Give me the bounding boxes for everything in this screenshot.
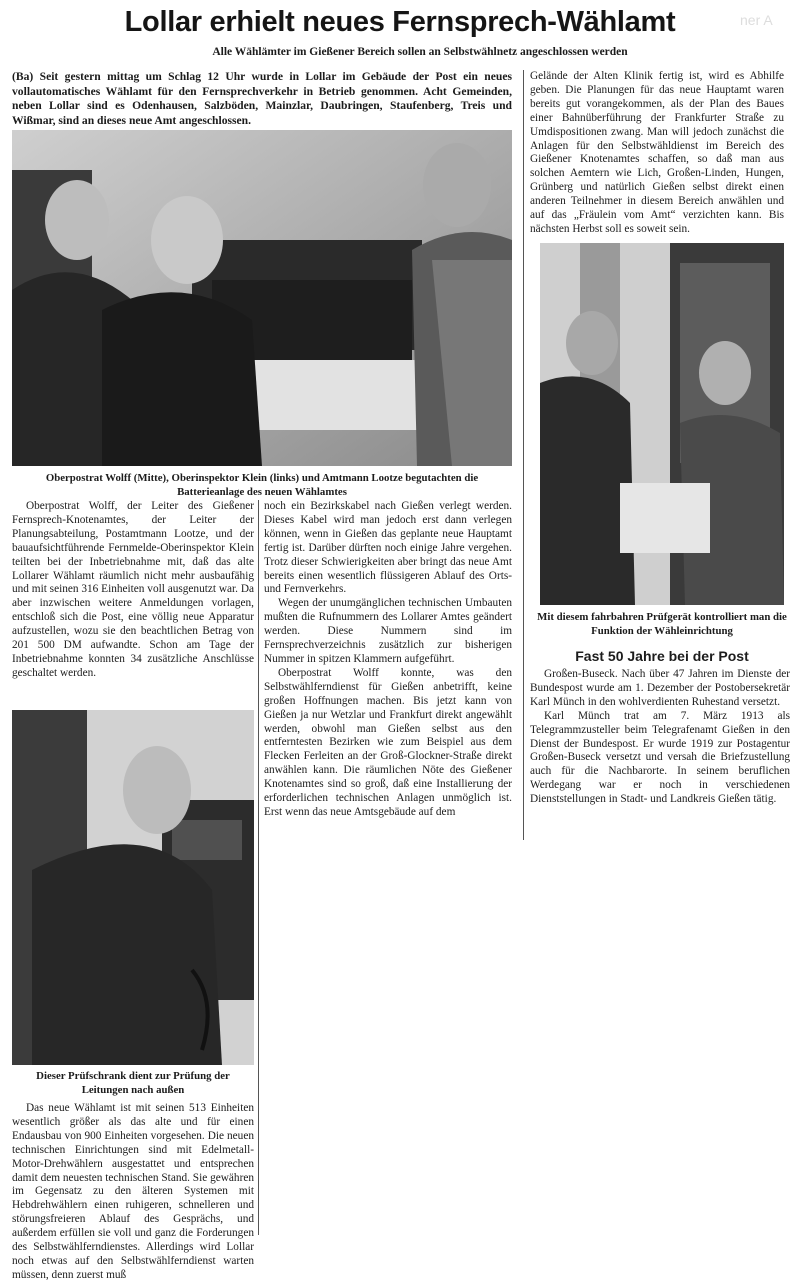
article2-text (530, 668, 790, 807)
headline: Lollar erhielt neues Fernsprech-Wählamt (124, 6, 676, 38)
margin-fragment: ner A (740, 12, 773, 28)
col1-paragraph2: Das neue Wählamt ist mit seinen 513 Einheiten wesentlich größer als das alte und für einen Endausbau von 900 Einheiten vorgesehen. Die neuen technischen Einrichtungen sind mit Edelmetall-Motor-Drehwählern ausgestattet und entsprechen damit dem neuesten technischen Stand. Sie gewähren im Gegensatz zu den älteren Systemen mit Hebdrehwählern einen ruhigeren, schnelleren und störungsfreieren Ablauf des Gesprächs, und außerdem erfüllen sie voll und ganz die Forderungen des Selbstwählferndienstes. Allerdings wird Lollar noch etwas auf den Selbstwählferndienst warten müssen, denn zuerst muß (12, 1102, 254, 1281)
column-rule (523, 70, 524, 840)
column2-text (264, 500, 512, 820)
subheadline: Alle Wählämter im Gießener Bereich sollen an Selbstwählnetz angeschlossen werden (212, 46, 628, 58)
battery-room-photo (12, 130, 512, 466)
photo2-caption: Mit diesem fahrbahren Prüfgerät kontrolliert man die Funktion der Wähleinrichtung (537, 611, 787, 637)
column1-text (12, 500, 254, 681)
article2-title: Fast 50 Jahre bei der Post (575, 648, 749, 664)
col2-paragraph2: Wegen der unumgänglichen technischen Umbauten mußten die Rufnummern des Lollarer Amtes geändert werden. Diese Nummern sind im Fernsprechverzeichnis zusätzlich zur bisherigen Nummer in spitzen Klammern aufgeführt. (264, 597, 512, 665)
column3-text (530, 70, 784, 237)
column1-lower-text (12, 1102, 254, 1283)
col1-paragraph1: Oberpostrat Wolff, der Leiter des Gießener Fernsprech-Knotenamtes, der Leiter der Planungsabteilung, Postamtmann Lootze, und der bauaufsichtführende Fernmelde-Oberinspektor Klein teilten bei der Inbetriebnahme mit, daß das alte Lollarer Wählamt räumlich nicht mehr ausbaufähig und mit seinen 316 Einheiten voll ausgenutzt war. Da aber inzwischen weitere Anmeldungen vorlagen, entschloß sich die Post, eine völlig neue Apparatur aufzustellen, wozu sie den beachtlichen Betrag von 201 500 DM aufwandte. Schon am Tage der Inbetriebnahme konnten 34 zusätzliche Anschlüsse geschaltet werden. (12, 500, 254, 679)
article2-paragraph1: Großen-Buseck. Nach über 47 Jahren im Dienste der Bundespost wurde am 1. Dezember der Postobersekretär Karl Münch in den wohlverdienten Ruhestand versetzt. (530, 668, 790, 708)
photo3-caption: Dieser Prüfschrank dient zur Prüfung der Leitungen nach außen (36, 1070, 230, 1096)
photo1-caption: Oberpostrat Wolff (Mitte), Oberinspektor Klein (links) und Amtmann Lootze begutachten die Batterieanlage des neuen Wählamtes (45, 472, 479, 498)
test-device-photo (540, 243, 784, 605)
col2-paragraph3: Oberpostrat Wolff konnte, was den Selbstwählferndienst für Gießen anbetrifft, keine großen Hoffnungen machen. Bis jetzt kann von Gießen ja nur Wetzlar und Frankfurt direkt angewählt werden, obwohl man Gießen selbst aus den entferntesten Bezirken wie zum Beispiel aus dem Flecken Ferleiten an der Groß-Glockner-Straße direkt anwählen kann. Die räumlichen Nöte des Gießener Knotenamtes sind so groß, daß eine Installierung der erforderlichen technischen Anlagen unmöglich ist. Erst wenn das neue Amtsgebäude auf dem (264, 666, 512, 818)
col2-paragraph1: noch ein Bezirkskabel nach Gießen verlegt werden. Dieses Kabel wird man jedoch erst dann verlegen können, wenn in Gießen das geplante neue Hauptamt fertig ist. Darüber dürften noch einige Jahre vergehen. Trotz dieser Schwierigkeiten aber bringt das neue Amt bereits einen wesentlich flüssigeren Ablauf des Orts- und Fernverkehrs. (264, 500, 512, 596)
column-rule (258, 500, 259, 1235)
article2-paragraph2: Karl Münch trat am 7. März 1913 als Telegrammzusteller beim Telegrafenamt Gießen in den Dienst der Bundespost. Er wurde 1919 zur Postagentur Großen-Buseck versetzt und versah die Briefzustellung auch für die Nachbarorte. In seinem beruflichen Werdegang war er noch in verschiedenen Dienststellungen in Stadt- und Landkreis Gießen tätig. (530, 709, 790, 806)
col3-paragraph1: Gelände der Alten Klinik fertig ist, wird es Abhilfe geben. Die Planungen für das neue Hauptamt waren bereits gut vorangekommen, als der Plan des Baues einer Bahnüberführung der Frankfurter Straße zu Umdispositionen zwang. Man will jedoch zunächst die Anlagen für den Selbstwähldienst im Bereich des Gießener Knotenamtes schaffen, so daß man aus solchen Aemtern wie Lich, Großen-Linden, Hungen, Grünberg und natürlich Gießen selbst direkt einen anderen Teilnehmer in diesem Bereich anwählen und auf das „Fräulein vom Amt“ verzichten kann. Bis nächsten Herbst soll es soweit sein. (530, 70, 784, 235)
lead-paragraph: (Ba) Seit gestern mittag um Schlag 12 Uhr wurde in Lollar im Gebäude der Post ein neues vollautomatisches Wählamt für den Fernsprechverkehr in Betrieb genommen. Acht Gemeinden, neben Lollar sind es Odenhausen, Salzböden, Mainzlar, Daubringen, Staufenberg, Treis und Wißmar, sind an dieses neue Amt angeschlossen. (12, 70, 512, 127)
test-cabinet-photo (12, 710, 254, 1065)
